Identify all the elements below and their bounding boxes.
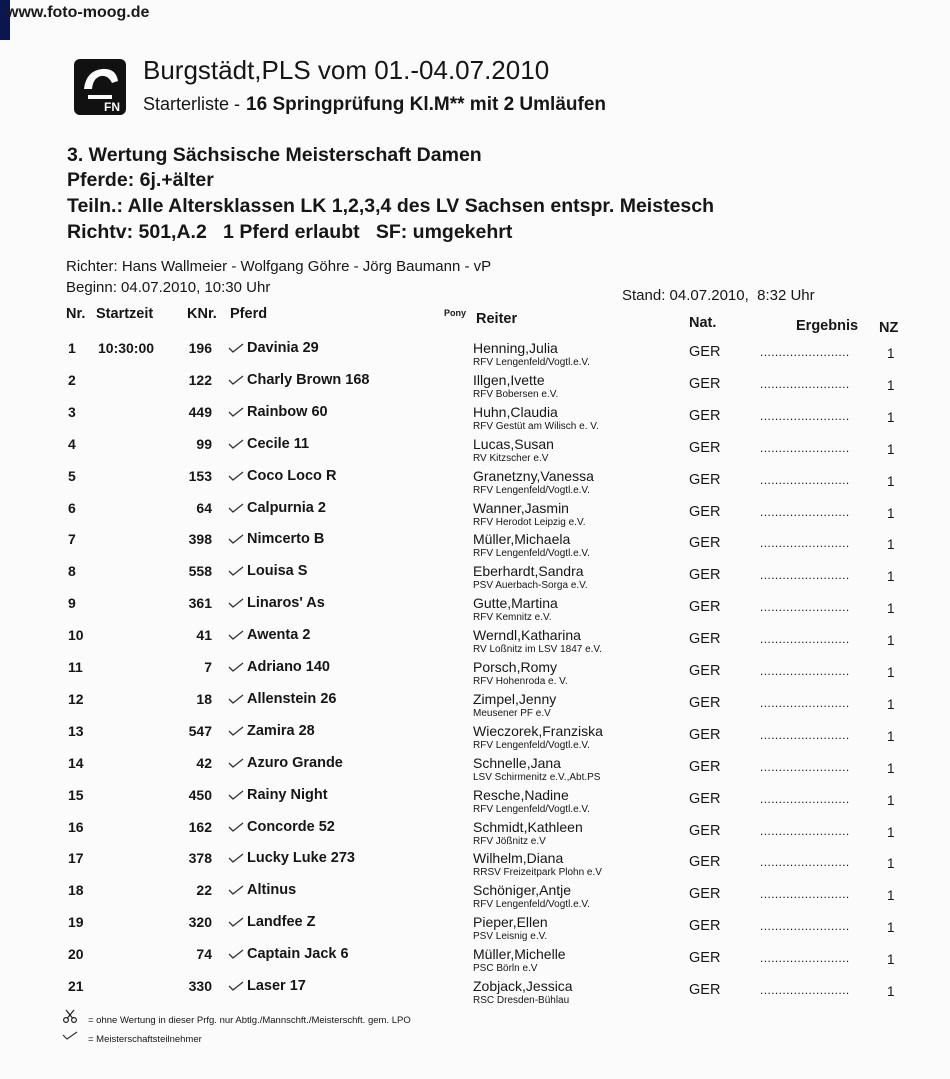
competition-line-2: Pferde: 6j.+älter [67,169,214,191]
row-nz: 1 [887,728,895,744]
row-nation: GER [689,344,721,360]
row-club: PSV Leisnig e.V. [473,931,548,943]
row-startzeit: 10:30:00 [98,340,155,356]
row-nation: GER [689,375,721,392]
table-row [0,848,950,880]
championship-check-icon [228,853,244,865]
row-nz: 1 [887,696,895,712]
col-header-pony: Pony [444,308,467,318]
row-club: RFV Lengenfeld/Vogtl.e.V. [473,803,590,815]
table-row [0,912,950,944]
row-club: RRSV Freizeitpark Plohn e.V [473,867,602,879]
row-horse: Landfee Z [247,914,316,931]
col-header-nz: NZ [879,320,899,336]
championship-check-icon [228,630,244,642]
row-horse: Azuro Grande [247,754,343,771]
col-header-nat: Nat. [689,315,717,331]
watermark: www.foto-moog.de [6,4,150,21]
championship-check-icon [228,598,244,610]
table-row [0,753,950,785]
table-row [0,370,950,402]
row-nz: 1 [887,377,895,393]
row-club: RFV Bobersen e.V. [473,388,559,400]
row-club: RFV Kemnitz e.V. [473,612,552,624]
page-subtitle [143,94,606,116]
row-nation: GER [689,886,721,903]
row-result: ........................ [760,855,850,870]
row-result: ........................ [760,536,850,551]
row-nr: 16 [68,818,84,835]
row-nr: 18 [68,882,84,899]
row-club: RSC Dresden-Bühlau [473,995,570,1006]
row-result: ........................ [760,951,850,966]
col-header-pferd: Pferd [230,306,268,322]
row-rider: Huhn,Claudia [473,403,558,420]
row-club: RV Kitzscher e.V [473,452,549,464]
championship-check-icon [228,758,244,770]
row-nz: 1 [887,473,895,489]
row-rider: Zimpel,Jenny [473,690,557,707]
row-nation: GER [689,599,721,616]
championship-check-icon [228,662,244,674]
row-rider: Henning,Julia [473,340,558,356]
row-nation: GER [689,918,721,935]
table-row [0,657,950,689]
row-nz: 1 [887,569,895,585]
row-horse: Adriano 140 [247,659,330,675]
table-row [0,817,950,849]
row-knr: 320 [188,914,212,931]
row-nz: 1 [887,409,895,425]
row-result: ........................ [760,695,850,710]
footnote-meisterschaft: = Meisterschaftsteilnehmer [88,1034,202,1045]
row-result: ........................ [760,376,850,391]
championship-check-icon [228,407,244,419]
row-horse: Concorde 52 [247,818,335,835]
row-horse: Zamira 28 [247,722,315,739]
row-nz: 1 [887,441,895,457]
championship-check-icon [228,949,244,961]
row-rider: Zobjack,Jessica [473,978,573,994]
col-header-reiter: Reiter [476,311,518,327]
table-row [0,498,950,530]
row-club: RFV Lengenfeld/Vogtl.e.V. [473,548,590,560]
row-rider: Schnelle,Jana [473,754,561,771]
row-nr: 5 [68,467,76,484]
row-nr: 13 [68,722,84,739]
competition-line-1: 3. Wertung Sächsische Meisterschaft Damen [67,144,482,166]
row-horse: Cecile 11 [247,435,310,452]
row-club: RFV Lengenfeld/Vogtl.e.V. [473,739,590,751]
row-rider: Schmidt,Kathleen [473,818,583,835]
table-row [0,785,950,817]
row-knr: 74 [196,946,212,963]
row-nz: 1 [887,888,895,904]
row-result: ........................ [760,823,850,838]
row-nr: 20 [68,946,84,963]
row-horse: Coco Loco R [247,467,337,484]
row-nr: 21 [68,978,84,994]
row-nz: 1 [887,984,895,999]
row-nr: 7 [68,531,76,548]
row-horse: Lucky Luke 273 [247,850,355,867]
row-nr: 10 [68,627,84,644]
row-rider: Gutte,Martina [473,595,558,612]
row-rider: Illgen,Ivette [473,371,545,388]
row-nz: 1 [887,633,895,649]
row-club: RFV Lengenfeld/Vogtl.e.V. [473,484,590,496]
row-nr: 6 [68,499,76,516]
row-knr: 18 [196,690,212,707]
row-nz: 1 [887,346,895,361]
row-result: ........................ [760,345,850,359]
row-horse: Calpurnia 2 [247,499,326,516]
row-nation: GER [689,503,721,520]
row-nation: GER [689,407,721,424]
row-nation: GER [689,663,721,679]
championship-check-icon [228,726,244,738]
table-row [0,944,950,976]
row-horse: Captain Jack 6 [247,946,349,963]
championship-check-icon [228,503,244,515]
row-knr: 330 [188,978,212,994]
table-row [0,434,950,466]
table-row [0,338,950,370]
championship-check-icon [228,694,244,706]
row-club: RV Loßnitz im LSV 1847 e.V. [473,644,602,656]
row-result: ........................ [760,759,850,774]
championship-check-icon [228,790,244,802]
row-knr: 398 [188,531,212,548]
row-club: Meusener PF e.V [473,707,551,719]
row-rider: Müller,Michelle [473,946,566,963]
row-nr: 11 [68,659,83,675]
row-club: RFV Lengenfeld/Vogtl.e.V. [473,899,590,911]
row-nz: 1 [887,824,895,840]
row-knr: 450 [188,786,212,803]
row-horse: Nimcerto B [247,531,325,548]
row-nation: GER [689,694,721,711]
row-result: ........................ [760,791,850,806]
championship-check-icon [228,439,244,451]
row-knr: 64 [196,499,212,516]
row-club: RFV Gestüt am Wilisch e. V. [473,420,599,432]
col-header-ergebnis: Ergebnis [796,318,859,334]
competition-line-3: Teiln.: Alle Altersklassen LK 1,2,3,4 des LV Sachsen entspr. Meistesch [67,195,715,217]
row-club: PSV Auerbach-Sorga e.V. [473,580,588,592]
row-rider: Eberhardt,Sandra [473,563,584,580]
row-nation: GER [689,790,721,807]
col-header-knr: KNr. [187,306,217,322]
row-rider: Müller,Michaela [473,531,571,548]
row-nz: 1 [887,665,895,680]
table-row [0,466,950,498]
table-row [0,593,950,625]
status-date: Stand: 04.07.2010, 8:32 Uhr [622,287,815,304]
row-nr: 14 [68,754,84,771]
row-nz: 1 [887,601,895,617]
scissors-icon [62,1009,78,1023]
row-rider: Resche,Nadine [473,786,569,803]
table-row [0,529,950,561]
table-row [0,976,950,1008]
championship-check-icon [228,471,244,483]
row-nr: 4 [68,435,76,452]
row-nation: GER [689,758,721,775]
row-horse: Allenstein 26 [247,690,337,707]
row-horse: Rainbow 60 [247,403,328,420]
row-rider: Lucas,Susan [473,435,554,452]
row-rider: Wieczorek,Franziska [473,722,603,739]
row-nation: GER [689,567,721,584]
row-horse: Charly Brown 168 [247,371,370,388]
row-nation: GER [689,854,721,871]
row-result: ........................ [760,600,850,615]
row-knr: 22 [196,882,212,899]
row-horse: Louisa S [247,563,308,580]
row-rider: Schöniger,Antje [473,882,572,899]
row-nation: GER [689,535,721,552]
row-nz: 1 [887,505,895,521]
fn-logo [74,59,126,115]
row-result: ........................ [760,472,850,487]
row-nz: 1 [887,760,895,776]
row-nr: 15 [68,786,84,803]
championship-check-icon [228,343,244,355]
row-nation: GER [689,982,721,998]
start-time: Beginn: 04.07.2010, 10:30 Uhr [66,279,271,296]
row-rider: Wilhelm,Diana [473,850,564,867]
championship-check-icon [228,917,244,929]
row-rider: Porsch,Romy [473,659,558,675]
row-knr: 7 [204,659,212,675]
row-nation: GER [689,950,721,967]
row-club: LSV Schirmenitz e.V.,Abt.PS [473,771,601,783]
row-nr: 1 [68,340,76,356]
row-result: ........................ [760,568,850,583]
row-horse: Awenta 2 [247,627,311,644]
row-nr: 2 [68,371,76,388]
row-nr: 17 [68,850,84,867]
row-knr: 153 [188,467,212,484]
row-nz: 1 [887,792,895,808]
championship-check-icon [228,981,244,993]
row-horse: Altinus [247,882,297,899]
row-result: ........................ [760,919,850,934]
row-rider: Granetzny,Vanessa [473,467,594,484]
row-nz: 1 [887,952,895,968]
row-knr: 361 [188,595,212,612]
championship-check-icon [228,375,244,387]
row-nr: 3 [68,403,76,420]
subtitle-event: 16 Springprüfung Kl.M** mit 2 Umläufen [246,94,607,115]
row-result: ........................ [760,983,850,997]
row-horse: Rainy Night [247,786,328,803]
competition-line-4: Richtv: 501,A.2 1 Pferd erlaubt SF: umgekehrt [67,221,513,243]
row-club: PSC Börln e.V [473,963,538,975]
row-knr: 41 [196,627,212,644]
row-result: ........................ [760,632,850,647]
judges: Richter: Hans Wallmeier - Wolfgang Göhre - Jörg Baumann - vP [66,258,492,275]
row-knr: 196 [188,340,212,356]
championship-check-icon [228,566,244,578]
row-result: ........................ [760,408,850,423]
checkmark-icon [62,1030,78,1044]
subtitle-prefix: Starterliste - [143,94,241,114]
row-knr: 378 [188,850,212,867]
row-horse: Linaros' As [247,595,325,612]
row-knr: 558 [188,563,212,580]
col-header-startzeit: Startzeit [96,306,154,322]
row-result: ........................ [760,504,850,519]
table-row [0,689,950,721]
row-nation: GER [689,631,721,648]
footnote-ohne-wertung: = ohne Wertung in dieser Prfg. nur Abtlg./Mannschft./Meisterschft. gem. LPO [88,1015,411,1026]
logo-text: FN [104,100,120,114]
row-horse: Davinia 29 [247,340,319,356]
row-result: ........................ [760,727,850,742]
page-title: Burgstädt,PLS vom 01.-04.07.2010 [143,55,550,85]
table-row [0,721,950,753]
row-nz: 1 [887,856,895,872]
championship-check-icon [228,885,244,897]
row-nr: 12 [68,690,84,707]
row-result: ........................ [760,664,850,678]
row-nation: GER [689,471,721,488]
row-nation: GER [689,726,721,743]
row-nation: GER [689,439,721,456]
row-club: RFV Herodot Leipzig e.V. [473,516,586,528]
row-knr: 99 [196,435,212,452]
championship-check-icon [228,534,244,546]
row-nz: 1 [887,920,895,936]
table-row [0,625,950,657]
row-knr: 42 [196,754,212,771]
row-nr: 19 [68,914,84,931]
row-club: RFV Lengenfeld/Vogtl.e.V. [473,357,590,368]
row-result: ........................ [760,887,850,902]
row-nr: 9 [68,595,76,612]
table-row [0,561,950,593]
row-nr: 8 [68,563,76,580]
row-knr: 162 [188,818,212,835]
table-row [0,880,950,912]
row-rider: Pieper,Ellen [473,914,548,931]
row-result: ........................ [760,440,850,455]
col-header-nr: Nr. [66,306,86,322]
row-nation: GER [689,822,721,839]
row-knr: 449 [188,403,212,420]
championship-check-icon [228,822,244,834]
table-row [0,402,950,434]
row-club: RFV Jößnitz e.V [473,835,546,847]
row-rider: Werndl,Katharina [473,627,581,644]
row-horse: Laser 17 [247,978,306,994]
row-club: RFV Hohenroda e. V. [473,676,568,687]
row-knr: 547 [188,722,212,739]
row-nz: 1 [887,537,895,553]
row-knr: 122 [188,371,212,388]
row-rider: Wanner,Jasmin [473,499,569,516]
